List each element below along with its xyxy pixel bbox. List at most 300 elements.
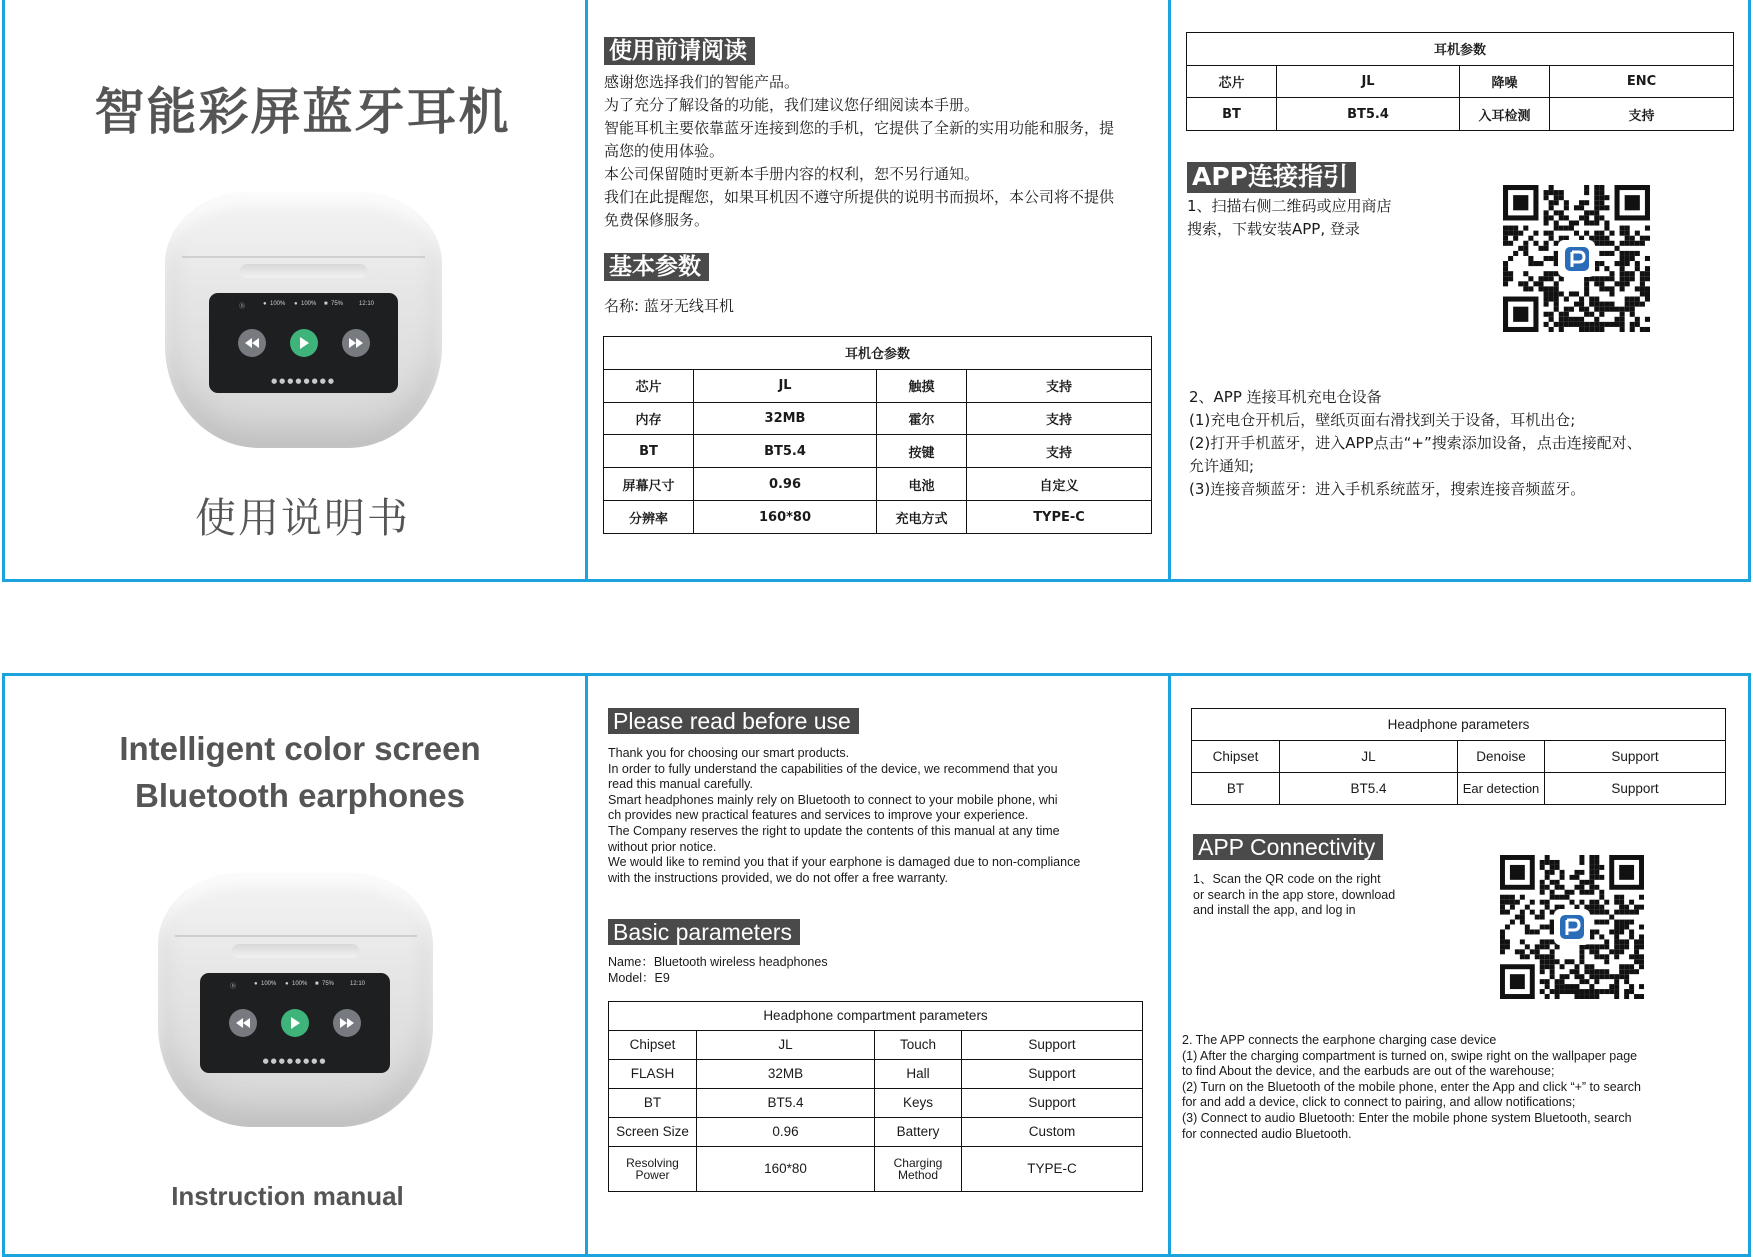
qr-module [1503, 266, 1508, 271]
qr-module [1619, 964, 1624, 969]
qr-module [1594, 920, 1599, 925]
qr-module [1614, 954, 1619, 959]
qr-module [1503, 276, 1508, 281]
qr-module [1609, 231, 1614, 236]
case-lid-seam [182, 256, 426, 258]
qr-module [1533, 261, 1538, 266]
qr-module [1574, 317, 1579, 322]
qr-module [1589, 910, 1594, 915]
qr-module [1625, 307, 1630, 312]
qr-module [1574, 220, 1579, 225]
qr-module [1645, 271, 1650, 276]
qr-module [1584, 327, 1589, 332]
qr-module [1625, 271, 1630, 276]
table-cell: Support [962, 1030, 1143, 1059]
qr-module [1584, 215, 1589, 220]
play-button[interactable] [281, 1009, 309, 1037]
qr-module [1528, 261, 1533, 266]
qr-module [1640, 236, 1645, 241]
qr-module [1599, 307, 1604, 312]
qr-module [1554, 220, 1559, 225]
qr-module [1589, 322, 1594, 327]
qr-module [1544, 195, 1549, 200]
qr-module [1609, 915, 1614, 920]
qr-module [1550, 989, 1555, 994]
table-cell: 自定义 [967, 468, 1152, 501]
status-right-battery: 100% [301, 301, 317, 307]
table-cell: Battery [875, 1117, 962, 1146]
app-logo-icon-graphic [1563, 245, 1591, 273]
qr-module [1589, 860, 1594, 865]
qr-module [1594, 231, 1599, 236]
qr-module [1634, 949, 1639, 954]
paragraph-line: In order to fully understand the capabilities of the device, we recommend that you [608, 761, 1058, 776]
qr-module [1619, 974, 1624, 979]
qr-module [1594, 969, 1599, 974]
qr-module [1544, 286, 1549, 291]
qr-module [1634, 994, 1639, 999]
qr-module [1513, 231, 1518, 236]
rewind-icon [245, 338, 259, 348]
qr-module [1640, 276, 1645, 281]
qr-module [1545, 959, 1550, 964]
qr-module [1594, 974, 1599, 979]
qr-module [1579, 994, 1584, 999]
qr-module [1594, 322, 1599, 327]
panel-divider [1168, 676, 1171, 1254]
qr-module [1639, 905, 1644, 910]
qr-module [1579, 855, 1584, 860]
qr-module [1544, 271, 1549, 276]
qr-module [1584, 322, 1589, 327]
product-model: Model：E9 [608, 970, 670, 985]
qr-module [1594, 949, 1599, 954]
qr-module [1538, 246, 1543, 251]
qr-module [1544, 291, 1549, 296]
qr-module [1554, 190, 1559, 195]
qr-module [1560, 984, 1565, 989]
qr-module [1630, 312, 1635, 317]
qr-module [1645, 291, 1650, 296]
qr-module [1513, 307, 1528, 322]
qr-module [1584, 276, 1589, 281]
qr-module [1604, 900, 1609, 905]
qr-module [1630, 256, 1635, 261]
table-header-row [1192, 709, 1726, 741]
qr-module [1505, 925, 1510, 930]
app-logo-icon [1554, 909, 1590, 945]
qr-module [1640, 286, 1645, 291]
qr-module [1579, 302, 1584, 307]
qr-module [1538, 281, 1543, 286]
qr-module [1545, 855, 1550, 860]
qr-module [1589, 327, 1594, 332]
qr-module [1570, 875, 1575, 880]
qr-module [1544, 276, 1549, 281]
qr-module [1565, 974, 1570, 979]
qr-module [1599, 236, 1604, 241]
qr-module [1564, 215, 1569, 220]
qr-module [1614, 920, 1619, 925]
qr-module [1614, 934, 1619, 939]
qr-code [1503, 185, 1650, 332]
qr-module [1579, 979, 1584, 984]
qr-module [1629, 920, 1634, 925]
table-row [609, 1088, 1143, 1117]
qr-module [1570, 959, 1575, 964]
table-cell: Support [1545, 773, 1726, 805]
qr-module [1510, 895, 1515, 900]
qr-module [1559, 215, 1564, 220]
qr-module [1544, 231, 1549, 236]
qr-module [1620, 312, 1625, 317]
qr-module [1523, 271, 1528, 276]
qr-module [1589, 989, 1594, 994]
qr-module [1574, 231, 1579, 236]
qr-module [1625, 241, 1630, 246]
qr-module [1594, 317, 1599, 322]
qr-module [1540, 865, 1545, 870]
qr-module [1518, 231, 1523, 236]
play-button[interactable] [290, 329, 318, 357]
qr-module [1619, 865, 1634, 880]
qr-module [1620, 286, 1625, 291]
qr-module [1535, 929, 1540, 934]
qr-module [1594, 860, 1599, 865]
qr-module [1604, 276, 1609, 281]
qr-module [1599, 944, 1604, 949]
qr-module [1620, 226, 1625, 231]
qr-module [1620, 256, 1625, 261]
qr-module [1599, 969, 1604, 974]
qr-module [1624, 905, 1629, 910]
qr-module [1545, 994, 1550, 999]
qr-module [1630, 307, 1635, 312]
fast-forward-button[interactable] [333, 1009, 361, 1037]
qr-module [1540, 860, 1545, 865]
qr-module [1599, 205, 1604, 210]
qr-module [1564, 317, 1569, 322]
table-cell: Hall [875, 1059, 962, 1088]
qr-module [1629, 929, 1634, 934]
qr-module [1634, 910, 1639, 915]
qr-module [1530, 949, 1535, 954]
qr-module [1589, 865, 1594, 870]
qr-module [1579, 215, 1584, 220]
qr-module [1544, 246, 1549, 251]
qr-module [1520, 895, 1525, 900]
qr-module [1579, 297, 1584, 302]
qr-module [1545, 964, 1550, 969]
qr-module [1540, 964, 1545, 969]
qr-module [1555, 959, 1560, 964]
qr-module [1619, 900, 1624, 905]
qr-module [1589, 210, 1594, 215]
qr-module [1645, 266, 1650, 271]
qr-module [1540, 979, 1545, 984]
qr-module [1639, 984, 1644, 989]
qr-module [1624, 979, 1629, 984]
qr-module [1624, 944, 1629, 949]
qr-module [1599, 327, 1604, 332]
table-cell: 霍尔 [877, 402, 967, 435]
qr-module [1579, 890, 1584, 895]
qr-module [1609, 949, 1614, 954]
qr-module [1520, 954, 1525, 959]
rewind-button[interactable] [229, 1009, 257, 1037]
table-cell: 充电方式 [877, 501, 967, 534]
qr-module [1604, 205, 1609, 210]
qr-module [1625, 231, 1630, 236]
qr-module [1620, 322, 1625, 327]
qr-module [1540, 885, 1545, 890]
qr-module [1594, 281, 1599, 286]
status-time: 12:10 [350, 981, 366, 987]
paragraph-line: (3) Connect to audio Bluetooth: Enter the mobile phone system Bluetooth, search [1182, 1110, 1632, 1125]
rewind-button[interactable] [238, 329, 266, 357]
qr-module [1589, 870, 1594, 875]
qr-module [1620, 241, 1625, 246]
qr-module [1544, 297, 1549, 302]
qr-module [1555, 895, 1560, 900]
qr-module [1594, 241, 1599, 246]
qr-module [1500, 949, 1505, 954]
qr-module [1604, 920, 1609, 925]
qr-module [1549, 236, 1554, 241]
earbud-battery-icon: ● [254, 981, 258, 987]
table-cell: Custom [962, 1117, 1143, 1146]
qr-module [1520, 920, 1525, 925]
cover-subtitle: Instruction manual [171, 1181, 404, 1211]
table-row [609, 1117, 1143, 1146]
table-cell: JL [697, 1030, 875, 1059]
qr-module [1560, 989, 1565, 994]
qr-module [1550, 870, 1555, 875]
qr-module [1574, 875, 1579, 880]
table-cell: 160*80 [697, 1146, 875, 1191]
earbud-battery-icon: ● [294, 301, 298, 307]
table-row [1187, 65, 1734, 98]
qr-module [1554, 210, 1559, 215]
qr-module [1518, 281, 1523, 286]
qr-module [1624, 925, 1629, 930]
paragraph-line: 本公司保留随时更新本手册内容的权利，恕不另行通知。 [604, 165, 980, 183]
charging-case-image [165, 192, 442, 448]
app-logo-icon [1558, 240, 1595, 277]
qr-module [1629, 900, 1634, 905]
qr-module [1599, 276, 1604, 281]
qr-module [1640, 302, 1645, 307]
qr-module [1523, 251, 1528, 256]
qr-module [1555, 880, 1560, 885]
qr-module [1630, 271, 1635, 276]
qr-module [1560, 974, 1565, 979]
qr-module [1604, 954, 1609, 959]
qr-module [1540, 890, 1545, 895]
qr-module [1599, 934, 1604, 939]
qr-module [1589, 969, 1594, 974]
qr-module [1500, 939, 1505, 944]
qr-module [1639, 934, 1644, 939]
product-name: 名称: 蓝牙无线耳机 [604, 297, 734, 315]
qr-module [1535, 954, 1540, 959]
qr-module [1574, 994, 1579, 999]
qr-module [1639, 925, 1644, 930]
qr-module [1630, 327, 1635, 332]
qr-module [1523, 281, 1528, 286]
qr-module [1500, 929, 1505, 934]
qr-module [1619, 969, 1624, 974]
qr-module [1535, 949, 1540, 954]
qr-module [1620, 327, 1625, 332]
paragraph-line: 高您的使用体验。 [604, 142, 725, 160]
paragraph-line: 智能耳机主要依靠蓝牙连接到您的手机，它提供了全新的实用功能和服务，提 [604, 119, 1115, 137]
table-row [604, 435, 1152, 468]
qr-module [1550, 895, 1555, 900]
qr-module [1564, 322, 1569, 327]
qr-module [1574, 885, 1579, 890]
qr-module [1625, 251, 1630, 256]
qr-module [1594, 185, 1599, 190]
qr-module [1619, 910, 1624, 915]
qr-module [1589, 890, 1594, 895]
qr-module [1629, 989, 1634, 994]
section-app-guide [1193, 834, 1383, 860]
qr-module [1554, 322, 1559, 327]
qr-module [1549, 286, 1554, 291]
qr-module [1574, 322, 1579, 327]
qr-module [1554, 307, 1559, 312]
paragraph-line: (1) After the charging compartment is turned on, swipe right on the wallpaper page [1182, 1048, 1638, 1063]
table-cell: 触摸 [877, 369, 967, 402]
qr-module [1520, 949, 1525, 954]
fast-forward-button[interactable] [342, 329, 370, 357]
qr-module [1609, 307, 1614, 312]
qr-module [1589, 880, 1594, 885]
qr-module [1604, 989, 1609, 994]
qr-module [1549, 297, 1554, 302]
rewind-icon [236, 1018, 250, 1028]
product-info [608, 955, 828, 986]
qr-module [1619, 925, 1624, 930]
qr-module [1599, 910, 1604, 915]
qr-module [1533, 281, 1538, 286]
qr-module [1559, 327, 1564, 332]
qr-module [1574, 974, 1579, 979]
qr-module [1614, 994, 1619, 999]
table-cell: Touch [875, 1030, 962, 1059]
qr-module [1609, 322, 1614, 327]
qr-module [1523, 286, 1528, 291]
table-cell: 32MB [694, 402, 877, 435]
qr-module [1540, 880, 1545, 885]
qr-module [1540, 910, 1545, 915]
qr-module [1503, 281, 1508, 286]
qr-module [1565, 989, 1570, 994]
qr-module [1629, 969, 1634, 974]
qr-module [1545, 870, 1550, 875]
qr-module [1604, 195, 1609, 200]
qr-module [1579, 954, 1584, 959]
qr-module [1599, 281, 1604, 286]
qr-module [1579, 870, 1584, 875]
paragraph-line: We would like to remind you that if your earphone is damaged due to non-compliance [608, 855, 1081, 870]
qr-module [1579, 322, 1584, 327]
qr-module [1625, 236, 1630, 241]
qr-module [1528, 286, 1533, 291]
paragraph-line: (1)充电仓开机后，壁纸页面右滑找到关于设备，耳机出仓; [1189, 411, 1576, 429]
table-cell: JL [1280, 741, 1458, 773]
qr-module [1549, 271, 1554, 276]
qr-module [1589, 964, 1594, 969]
qr-module [1594, 297, 1599, 302]
paragraph-line: read this manual carefully. [608, 777, 753, 792]
qr-module [1544, 190, 1549, 195]
qr-module [1619, 944, 1624, 949]
table-cell: 降噪 [1460, 65, 1550, 98]
qr-module [1515, 900, 1520, 905]
section-app-guide [1187, 162, 1356, 193]
qr-module [1634, 959, 1639, 964]
table-cell: JL [1277, 65, 1460, 98]
qr-module [1599, 190, 1604, 195]
qr-module [1549, 312, 1554, 317]
qr-module [1620, 251, 1625, 256]
qr-module [1624, 964, 1629, 969]
paragraph-line: 搜索，下载安装APP, 登录 [1187, 220, 1360, 238]
qr-module [1609, 929, 1614, 934]
qr-module [1634, 944, 1639, 949]
qr-module [1594, 266, 1599, 271]
paragraph-line: (3)连接音频蓝牙：进入手机系统蓝牙，搜索连接音频蓝牙。 [1189, 480, 1586, 498]
qr-module [1540, 989, 1545, 994]
qr-module [1584, 969, 1589, 974]
paragraph-line: without prior notice. [608, 839, 717, 854]
cover-subtitle: 使用说明书 [195, 494, 410, 542]
qr-module [1520, 939, 1525, 944]
qr-module [1584, 231, 1589, 236]
qr-module [1594, 276, 1599, 281]
qr-module [1599, 200, 1604, 205]
qr-module [1609, 241, 1614, 246]
qr-module [1545, 900, 1550, 905]
qr-module [1544, 241, 1549, 246]
qr-module [1599, 241, 1604, 246]
qr-module [1599, 905, 1604, 910]
qr-module [1604, 307, 1609, 312]
qr-module [1544, 256, 1549, 261]
qr-module [1609, 989, 1614, 994]
qr-module [1619, 929, 1624, 934]
qr-module [1574, 969, 1579, 974]
qr-module [1559, 276, 1564, 281]
qr-module [1634, 969, 1639, 974]
fast-forward-icon [349, 338, 363, 348]
table-row [609, 1059, 1143, 1088]
qr-module [1584, 291, 1589, 296]
section-read-before-use [608, 708, 859, 734]
qr-module [1614, 949, 1619, 954]
qr-module [1630, 302, 1635, 307]
qr-module [1625, 302, 1630, 307]
qr-module [1525, 905, 1530, 910]
qr-module [1594, 954, 1599, 959]
qr-module [1559, 210, 1564, 215]
section-read-before-use [604, 37, 755, 65]
qr-module [1560, 964, 1565, 969]
panel-divider [585, 0, 588, 579]
qr-module [1500, 895, 1505, 900]
